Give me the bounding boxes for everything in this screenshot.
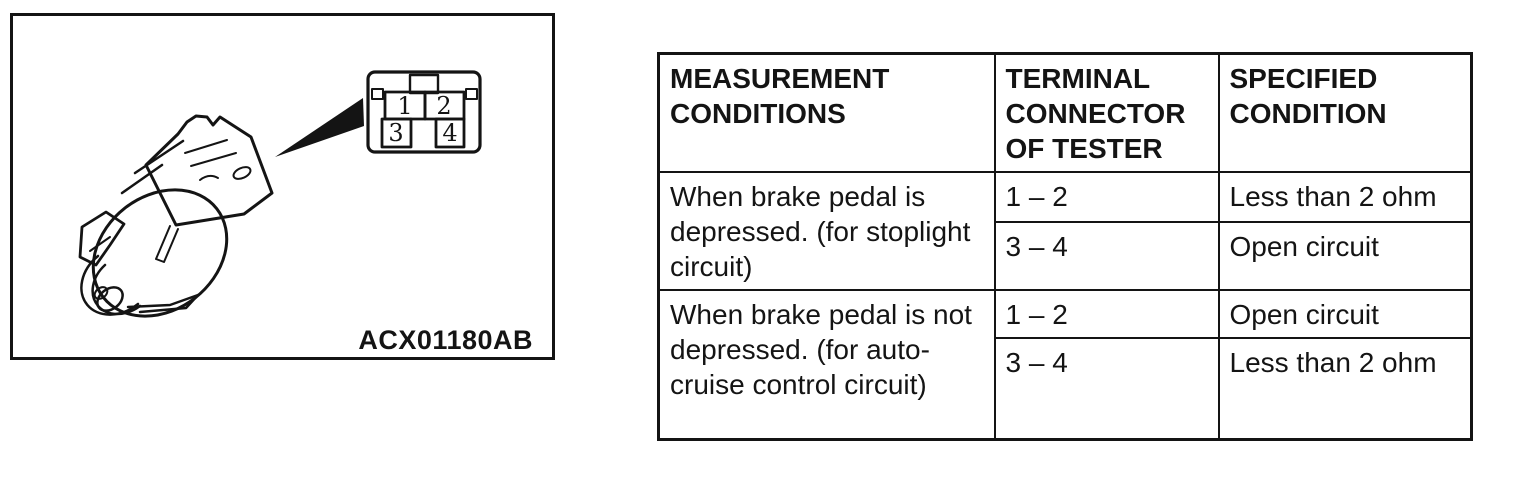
- switch-body: [68, 164, 252, 342]
- stoplight-switch-illustration: [68, 116, 272, 342]
- measurement-conditions-table: [657, 52, 1473, 441]
- table-row-group1-sub1: [659, 172, 1472, 222]
- terminal-cell: 1 – 2: [995, 172, 1219, 222]
- switch-head-terminal-lines: [185, 140, 236, 180]
- figure-border: [12, 15, 554, 359]
- table-row-group2-sub1: [659, 290, 1472, 338]
- switch-head-outline: [146, 116, 272, 225]
- switch-rod: [156, 226, 178, 262]
- col-header-specified-condition: SPECIFIED CONDITION: [1219, 54, 1472, 172]
- terminal-cell: 1 – 2: [995, 290, 1219, 338]
- connector-top-tab: [410, 75, 438, 93]
- measurement-condition-cell-group2: When brake pedal is not depressed. (for auto-cruise control circuit): [659, 290, 995, 440]
- table-header-row: [659, 54, 1472, 172]
- specified-condition-cell: Less than 2 ohm: [1219, 172, 1472, 222]
- connector-pinout-diagram: [368, 72, 480, 152]
- figure-illustration: [10, 13, 555, 360]
- connector-right-lug: [466, 89, 477, 99]
- connector-left-lug: [372, 89, 383, 99]
- switch-flange: [80, 212, 124, 265]
- figure-code-label: ACX01180AB: [358, 325, 533, 355]
- specified-condition-cell: Less than 2 ohm: [1219, 338, 1472, 440]
- switch-bracket-lines: [122, 141, 183, 193]
- terminal-cell: 3 – 4: [995, 222, 1219, 290]
- specified-condition-cell: Open circuit: [1219, 290, 1472, 338]
- connector-pin-1-label: 1: [397, 92, 413, 120]
- connector-pin-3-label: 3: [388, 119, 404, 147]
- figure-panel: [10, 13, 555, 360]
- zoom-arrow: [275, 98, 364, 157]
- col-header-measurement-conditions: MEASUREMENT CONDITIONS: [659, 54, 995, 172]
- measurement-condition-cell-group1: When brake pedal is depressed. (for stoplight circuit): [659, 172, 995, 290]
- terminal-cell: 3 – 4: [995, 338, 1219, 440]
- connector-pin-2-label: 2: [436, 92, 452, 120]
- specified-condition-cell: Open circuit: [1219, 222, 1472, 290]
- connector-pin-4-label: 4: [442, 119, 458, 147]
- col-header-terminal-connector: TERMINAL CONNECTOR OF TESTER: [995, 54, 1219, 172]
- switch-terminal-hole: [232, 165, 253, 181]
